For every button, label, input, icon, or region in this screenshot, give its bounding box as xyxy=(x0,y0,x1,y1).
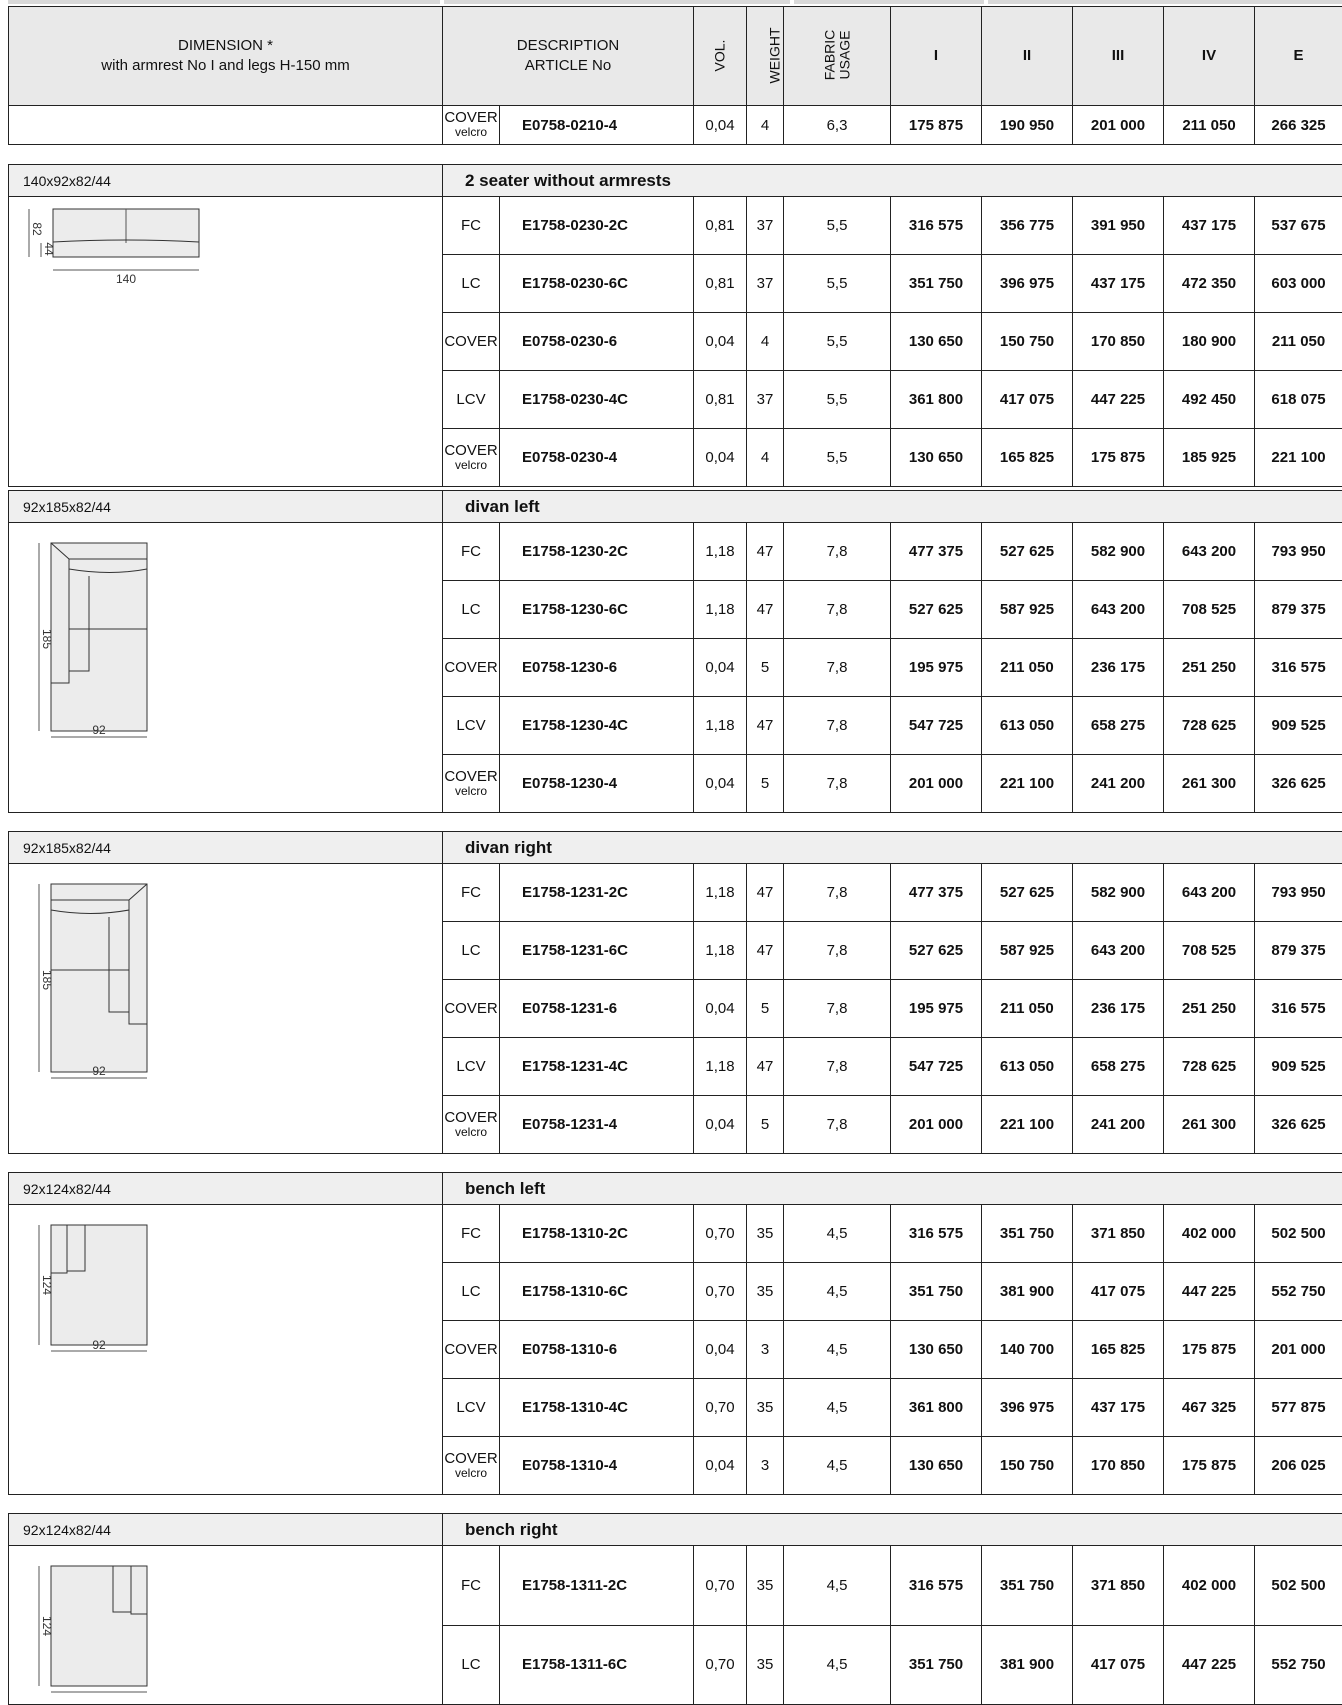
width-label: 92 xyxy=(92,1338,106,1352)
price-cell: 130 650 xyxy=(891,1321,982,1379)
height-label: 82 xyxy=(30,222,44,236)
price-cell: 793 950 xyxy=(1255,523,1342,581)
sofa-sketch xyxy=(21,1213,221,1363)
weight: 3 xyxy=(747,1437,784,1495)
row-type: LCV xyxy=(443,697,500,755)
volume: 0,81 xyxy=(694,255,747,313)
top-strip xyxy=(8,0,440,4)
price-cell: 391 950 xyxy=(1073,197,1164,255)
table-row xyxy=(9,523,1342,581)
section-dimension: 140x92x82/44 xyxy=(9,165,443,197)
article-number: E1758-1231-6C xyxy=(500,922,694,980)
price-cell: 261 300 xyxy=(1164,1096,1255,1154)
price-cell: 527 625 xyxy=(982,864,1073,922)
price-cell: 547 725 xyxy=(891,1038,982,1096)
price-cell: 326 625 xyxy=(1255,755,1342,813)
height-label: 124 xyxy=(40,1616,54,1636)
price-cell: 402 000 xyxy=(1164,1546,1255,1626)
price-cell: 613 050 xyxy=(982,1038,1073,1096)
row-type: LC xyxy=(443,1263,500,1321)
price-cell: 221 100 xyxy=(982,1096,1073,1154)
dimension-header xyxy=(9,7,443,106)
price-cell: 361 800 xyxy=(891,371,982,429)
fabric-usage: 4,5 xyxy=(784,1546,891,1626)
row-type: FC xyxy=(443,1546,500,1626)
volume: 0,04 xyxy=(694,429,747,487)
top-strip xyxy=(444,0,790,4)
price-cell: 582 900 xyxy=(1073,864,1164,922)
volume: 1,18 xyxy=(694,864,747,922)
price-cell: 195 975 xyxy=(891,639,982,697)
weight: 35 xyxy=(747,1205,784,1263)
price-cell: 261 300 xyxy=(1164,755,1255,813)
price-cell: 351 750 xyxy=(982,1546,1073,1626)
row-type: COVER xyxy=(443,1321,500,1379)
sofa-sketch xyxy=(21,872,221,1092)
price-cell: 467 325 xyxy=(1164,1379,1255,1437)
price-cell: 175 875 xyxy=(891,106,982,145)
row-type: COVER velcro xyxy=(443,755,500,813)
section-dimension: 92x185x82/44 xyxy=(9,832,443,864)
seat-label: 44 xyxy=(42,242,56,256)
price-cell: 351 750 xyxy=(891,1263,982,1321)
price-cell: 140 700 xyxy=(982,1321,1073,1379)
price-cell: 879 375 xyxy=(1255,922,1342,980)
price-cell: 477 375 xyxy=(891,864,982,922)
fabric-usage: 7,8 xyxy=(784,1096,891,1154)
price-cell: 582 900 xyxy=(1073,523,1164,581)
section-title: bench right xyxy=(443,1514,1342,1546)
price-group-header: II xyxy=(982,7,1073,106)
price-cell: 527 625 xyxy=(982,523,1073,581)
height-label: 124 xyxy=(40,1275,54,1295)
price-cell: 587 925 xyxy=(982,922,1073,980)
price-cell: 708 525 xyxy=(1164,581,1255,639)
height-label: 185 xyxy=(40,970,54,990)
price-cell: 236 175 xyxy=(1073,639,1164,697)
fabric-usage: 7,8 xyxy=(784,755,891,813)
price-cell: 326 625 xyxy=(1255,1096,1342,1154)
price-cell: 356 775 xyxy=(982,197,1073,255)
price-cell: 236 175 xyxy=(1073,980,1164,1038)
row-type: COVER velcro xyxy=(443,106,500,145)
section-title: 2 seater without armrests xyxy=(443,165,1342,197)
section-header-row xyxy=(9,832,1342,864)
width-label: 92 xyxy=(92,723,106,737)
weight: 35 xyxy=(747,1546,784,1626)
article-number: E1758-1231-2C xyxy=(500,864,694,922)
price-cell: 211 050 xyxy=(982,639,1073,697)
price-cell: 170 850 xyxy=(1073,313,1164,371)
row-type: COVER xyxy=(443,980,500,1038)
price-cell: 417 075 xyxy=(982,371,1073,429)
weight: 5 xyxy=(747,755,784,813)
section-header-row xyxy=(9,1514,1342,1546)
volume: 1,18 xyxy=(694,922,747,980)
price-cell: 437 175 xyxy=(1073,1379,1164,1437)
sofa-sketch xyxy=(21,531,221,751)
price-cell: 351 750 xyxy=(891,1625,982,1705)
price-cell: 552 750 xyxy=(1255,1263,1342,1321)
weight: 35 xyxy=(747,1379,784,1437)
fabric-usage: 4,5 xyxy=(784,1205,891,1263)
volume: 0,70 xyxy=(694,1205,747,1263)
weight: 37 xyxy=(747,255,784,313)
price-cell: 316 575 xyxy=(1255,639,1342,697)
price-cell: 618 075 xyxy=(1255,371,1342,429)
volume: 1,18 xyxy=(694,697,747,755)
price-cell: 728 625 xyxy=(1164,1038,1255,1096)
price-cell: 266 325 xyxy=(1255,106,1342,145)
weight: 4 xyxy=(747,313,784,371)
price-cell: 241 200 xyxy=(1073,1096,1164,1154)
fabric-usage: 7,8 xyxy=(784,980,891,1038)
section-table xyxy=(8,831,1342,1154)
sketch-cell xyxy=(9,197,443,487)
top-strip xyxy=(794,0,984,4)
article-number: E0758-0230-6 xyxy=(500,313,694,371)
table-row xyxy=(9,197,1342,255)
volume: 1,18 xyxy=(694,523,747,581)
fabric-usage: 4,5 xyxy=(784,1263,891,1321)
price-cell: 221 100 xyxy=(1255,429,1342,487)
fabric-usage: 7,8 xyxy=(784,697,891,755)
price-cell: 351 750 xyxy=(982,1205,1073,1263)
sketch-cell xyxy=(9,1205,443,1495)
volume: 1,18 xyxy=(694,581,747,639)
header-table xyxy=(8,6,1342,145)
article-number: E0758-1230-6 xyxy=(500,639,694,697)
dimension-header-line1: DIMENSION * xyxy=(9,36,442,56)
price-cell: 241 200 xyxy=(1073,755,1164,813)
price-cell: 577 875 xyxy=(1255,1379,1342,1437)
fabric-usage: 4,5 xyxy=(784,1379,891,1437)
fabric-usage: 7,8 xyxy=(784,523,891,581)
section-table xyxy=(8,490,1342,813)
price-group-header: IV xyxy=(1164,7,1255,106)
price-cell: 211 050 xyxy=(982,980,1073,1038)
price-cell: 316 575 xyxy=(891,1205,982,1263)
price-cell: 658 275 xyxy=(1073,1038,1164,1096)
price-cell: 447 225 xyxy=(1164,1625,1255,1705)
section-title: divan left xyxy=(443,491,1342,523)
volume: 0,04 xyxy=(694,755,747,813)
price-cell: 643 200 xyxy=(1164,523,1255,581)
price-cell: 502 500 xyxy=(1255,1546,1342,1626)
fabric-usage-header: FABRIC USAGE xyxy=(784,7,891,106)
price-cell: 909 525 xyxy=(1255,697,1342,755)
price-cell: 909 525 xyxy=(1255,1038,1342,1096)
article-number: E1758-1230-2C xyxy=(500,523,694,581)
volume: 0,70 xyxy=(694,1546,747,1626)
article-number: E0758-1231-6 xyxy=(500,980,694,1038)
price-group-header: E xyxy=(1255,7,1342,106)
weight: 47 xyxy=(747,864,784,922)
volume: 0,81 xyxy=(694,371,747,429)
article-number: E0758-1231-4 xyxy=(500,1096,694,1154)
price-cell: 211 050 xyxy=(1255,313,1342,371)
volume: 0,04 xyxy=(694,1321,747,1379)
price-cell: 728 625 xyxy=(1164,697,1255,755)
price-cell: 492 450 xyxy=(1164,371,1255,429)
fabric-usage: 7,8 xyxy=(784,864,891,922)
price-cell: 447 225 xyxy=(1164,1263,1255,1321)
article-number: E0758-0230-4 xyxy=(500,429,694,487)
price-cell: 351 750 xyxy=(891,255,982,313)
fabric-usage: 4,5 xyxy=(784,1625,891,1705)
fabric-usage: 7,8 xyxy=(784,639,891,697)
price-cell: 201 000 xyxy=(1073,106,1164,145)
weight: 4 xyxy=(747,429,784,487)
price-cell: 658 275 xyxy=(1073,697,1164,755)
row-type: COVER xyxy=(443,639,500,697)
row-type: LCV xyxy=(443,1379,500,1437)
price-cell: 402 000 xyxy=(1164,1205,1255,1263)
price-group-header: III xyxy=(1073,7,1164,106)
price-cell: 371 850 xyxy=(1073,1205,1164,1263)
price-cell: 417 075 xyxy=(1073,1263,1164,1321)
section-header-row xyxy=(9,491,1342,523)
section-title: divan right xyxy=(443,832,1342,864)
height-label: 185 xyxy=(40,629,54,649)
price-cell: 447 225 xyxy=(1073,371,1164,429)
weight: 5 xyxy=(747,1096,784,1154)
fabric-usage: 7,8 xyxy=(784,581,891,639)
row-type: LCV xyxy=(443,371,500,429)
row-type: LCV xyxy=(443,1038,500,1096)
weight: 47 xyxy=(747,922,784,980)
price-cell: 643 200 xyxy=(1073,581,1164,639)
row-type: LC xyxy=(443,1625,500,1705)
section-header-row xyxy=(9,165,1342,197)
price-cell: 643 200 xyxy=(1073,922,1164,980)
section-dimension: 92x124x82/44 xyxy=(9,1514,443,1546)
article-number: E0758-0210-4 xyxy=(500,106,694,145)
volume: 0,04 xyxy=(694,1437,747,1495)
volume: 1,18 xyxy=(694,1038,747,1096)
price-cell: 316 575 xyxy=(891,197,982,255)
price-cell: 211 050 xyxy=(1164,106,1255,145)
row-type: COVER velcro xyxy=(443,1096,500,1154)
row-type: LC xyxy=(443,255,500,313)
volume: 0,70 xyxy=(694,1625,747,1705)
description-header-line2: ARTICLE No xyxy=(443,56,693,76)
article-number: E1758-1310-6C xyxy=(500,1263,694,1321)
fabric-usage: 4,5 xyxy=(784,1437,891,1495)
section-table xyxy=(8,164,1342,487)
sketch-cell xyxy=(9,864,443,1154)
row-type: FC xyxy=(443,864,500,922)
article-number: E1758-1231-4C xyxy=(500,1038,694,1096)
volume: 0,81 xyxy=(694,197,747,255)
price-cell: 537 675 xyxy=(1255,197,1342,255)
price-cell: 396 975 xyxy=(982,255,1073,313)
description-header xyxy=(443,7,694,106)
price-cell: 472 350 xyxy=(1164,255,1255,313)
sketch-cell xyxy=(9,523,443,813)
article-number: E1758-1311-2C xyxy=(500,1546,694,1626)
row-type: FC xyxy=(443,197,500,255)
fabric-usage: 5,5 xyxy=(784,255,891,313)
price-cell: 170 850 xyxy=(1073,1437,1164,1495)
bench-outline xyxy=(51,1566,147,1686)
volume: 0,04 xyxy=(694,106,747,145)
section-title: bench left xyxy=(443,1173,1342,1205)
row-type: FC xyxy=(443,523,500,581)
dimension-header-line2: with armrest No I and legs H-150 mm xyxy=(9,56,442,76)
price-cell: 381 900 xyxy=(982,1625,1073,1705)
price-cell: 175 875 xyxy=(1164,1437,1255,1495)
price-cell: 361 800 xyxy=(891,1379,982,1437)
price-cell: 396 975 xyxy=(982,1379,1073,1437)
price-cell: 527 625 xyxy=(891,581,982,639)
volume: 0,70 xyxy=(694,1379,747,1437)
weight: 5 xyxy=(747,980,784,1038)
price-cell: 527 625 xyxy=(891,922,982,980)
price-cell: 130 650 xyxy=(891,313,982,371)
price-cell: 552 750 xyxy=(1255,1625,1342,1705)
price-cell: 437 175 xyxy=(1164,197,1255,255)
article-number: E1758-0230-2C xyxy=(500,197,694,255)
price-cell: 643 200 xyxy=(1164,864,1255,922)
price-cell: 190 950 xyxy=(982,106,1073,145)
price-cell: 879 375 xyxy=(1255,581,1342,639)
sketch-cell xyxy=(9,1546,443,1705)
article-number: E0758-1310-4 xyxy=(500,1437,694,1495)
table-row xyxy=(9,106,1342,145)
price-cell: 502 500 xyxy=(1255,1205,1342,1263)
price-cell: 130 650 xyxy=(891,429,982,487)
row-type: LC xyxy=(443,922,500,980)
fabric-usage: 4,5 xyxy=(784,1321,891,1379)
price-cell: 603 000 xyxy=(1255,255,1342,313)
weight: 35 xyxy=(747,1263,784,1321)
price-cell: 477 375 xyxy=(891,523,982,581)
section-dimension: 92x185x82/44 xyxy=(9,491,443,523)
article-number: E1758-1310-4C xyxy=(500,1379,694,1437)
price-cell: 708 525 xyxy=(1164,922,1255,980)
top-strip xyxy=(988,0,1342,4)
weight: 47 xyxy=(747,697,784,755)
article-number: E1758-1230-6C xyxy=(500,581,694,639)
price-cell: 201 000 xyxy=(891,1096,982,1154)
price-cell: 613 050 xyxy=(982,697,1073,755)
article-number: E1758-0230-4C xyxy=(500,371,694,429)
weight-header: WEIGHT xyxy=(747,7,784,106)
price-cell: 150 750 xyxy=(982,1437,1073,1495)
fabric-usage: 5,5 xyxy=(784,371,891,429)
price-cell: 251 250 xyxy=(1164,639,1255,697)
weight: 5 xyxy=(747,639,784,697)
price-cell: 165 825 xyxy=(982,429,1073,487)
fabric-usage: 7,8 xyxy=(784,1038,891,1096)
fabric-usage: 6,3 xyxy=(784,106,891,145)
table-row xyxy=(9,1546,1342,1626)
price-cell: 175 875 xyxy=(1164,1321,1255,1379)
price-cell: 381 900 xyxy=(982,1263,1073,1321)
price-cell: 371 850 xyxy=(1073,1546,1164,1626)
article-number: E1758-1311-6C xyxy=(500,1625,694,1705)
row-type: FC xyxy=(443,1205,500,1263)
weight: 37 xyxy=(747,371,784,429)
price-cell: 221 100 xyxy=(982,755,1073,813)
row-type: COVER xyxy=(443,313,500,371)
price-cell: 316 575 xyxy=(891,1546,982,1626)
price-cell: 201 000 xyxy=(891,755,982,813)
weight: 35 xyxy=(747,1625,784,1705)
row-type: COVER velcro xyxy=(443,429,500,487)
price-group-header: I xyxy=(891,7,982,106)
bench-outline xyxy=(51,1225,147,1345)
price-cell: 587 925 xyxy=(982,581,1073,639)
price-cell: 185 925 xyxy=(1164,429,1255,487)
sofa-sketch xyxy=(21,1554,221,1704)
sofa-sketch xyxy=(21,205,221,285)
price-cell: 130 650 xyxy=(891,1437,982,1495)
fabric-usage: 5,5 xyxy=(784,197,891,255)
weight: 47 xyxy=(747,523,784,581)
description-header-line1: DESCRIPTION xyxy=(443,36,693,56)
price-cell: 793 950 xyxy=(1255,864,1342,922)
table-row xyxy=(9,864,1342,922)
width-label: 140 xyxy=(116,272,136,285)
price-cell: 165 825 xyxy=(1073,1321,1164,1379)
weight: 37 xyxy=(747,197,784,255)
volume: 0,04 xyxy=(694,639,747,697)
article-number: E1758-0230-6C xyxy=(500,255,694,313)
vol-header: VOL. xyxy=(694,7,747,106)
price-cell: 417 075 xyxy=(1073,1625,1164,1705)
fabric-usage: 5,5 xyxy=(784,313,891,371)
price-cell: 150 750 xyxy=(982,313,1073,371)
price-cell: 195 975 xyxy=(891,980,982,1038)
article-number: E1758-1310-2C xyxy=(500,1205,694,1263)
weight: 47 xyxy=(747,1038,784,1096)
section-header-row xyxy=(9,1173,1342,1205)
price-cell: 206 025 xyxy=(1255,1437,1342,1495)
section-dimension: 92x124x82/44 xyxy=(9,1173,443,1205)
volume: 0,04 xyxy=(694,313,747,371)
table-row xyxy=(9,1205,1342,1263)
article-number: E0758-1310-6 xyxy=(500,1321,694,1379)
weight: 4 xyxy=(747,106,784,145)
article-number: E0758-1230-4 xyxy=(500,755,694,813)
weight: 3 xyxy=(747,1321,784,1379)
section-table xyxy=(8,1513,1342,1705)
volume: 0,70 xyxy=(694,1263,747,1321)
row-type: COVER velcro xyxy=(443,1437,500,1495)
width-label: 92 xyxy=(92,1064,106,1078)
empty-dimension-cell xyxy=(9,106,443,145)
price-cell: 175 875 xyxy=(1073,429,1164,487)
section-table xyxy=(8,1172,1342,1495)
price-cell: 547 725 xyxy=(891,697,982,755)
price-cell: 251 250 xyxy=(1164,980,1255,1038)
price-cell: 201 000 xyxy=(1255,1321,1342,1379)
weight: 47 xyxy=(747,581,784,639)
fabric-usage: 5,5 xyxy=(784,429,891,487)
fabric-usage: 7,8 xyxy=(784,922,891,980)
price-cell: 316 575 xyxy=(1255,980,1342,1038)
price-cell: 180 900 xyxy=(1164,313,1255,371)
article-number: E1758-1230-4C xyxy=(500,697,694,755)
row-type: LC xyxy=(443,581,500,639)
volume: 0,04 xyxy=(694,1096,747,1154)
volume: 0,04 xyxy=(694,980,747,1038)
price-cell: 437 175 xyxy=(1073,255,1164,313)
